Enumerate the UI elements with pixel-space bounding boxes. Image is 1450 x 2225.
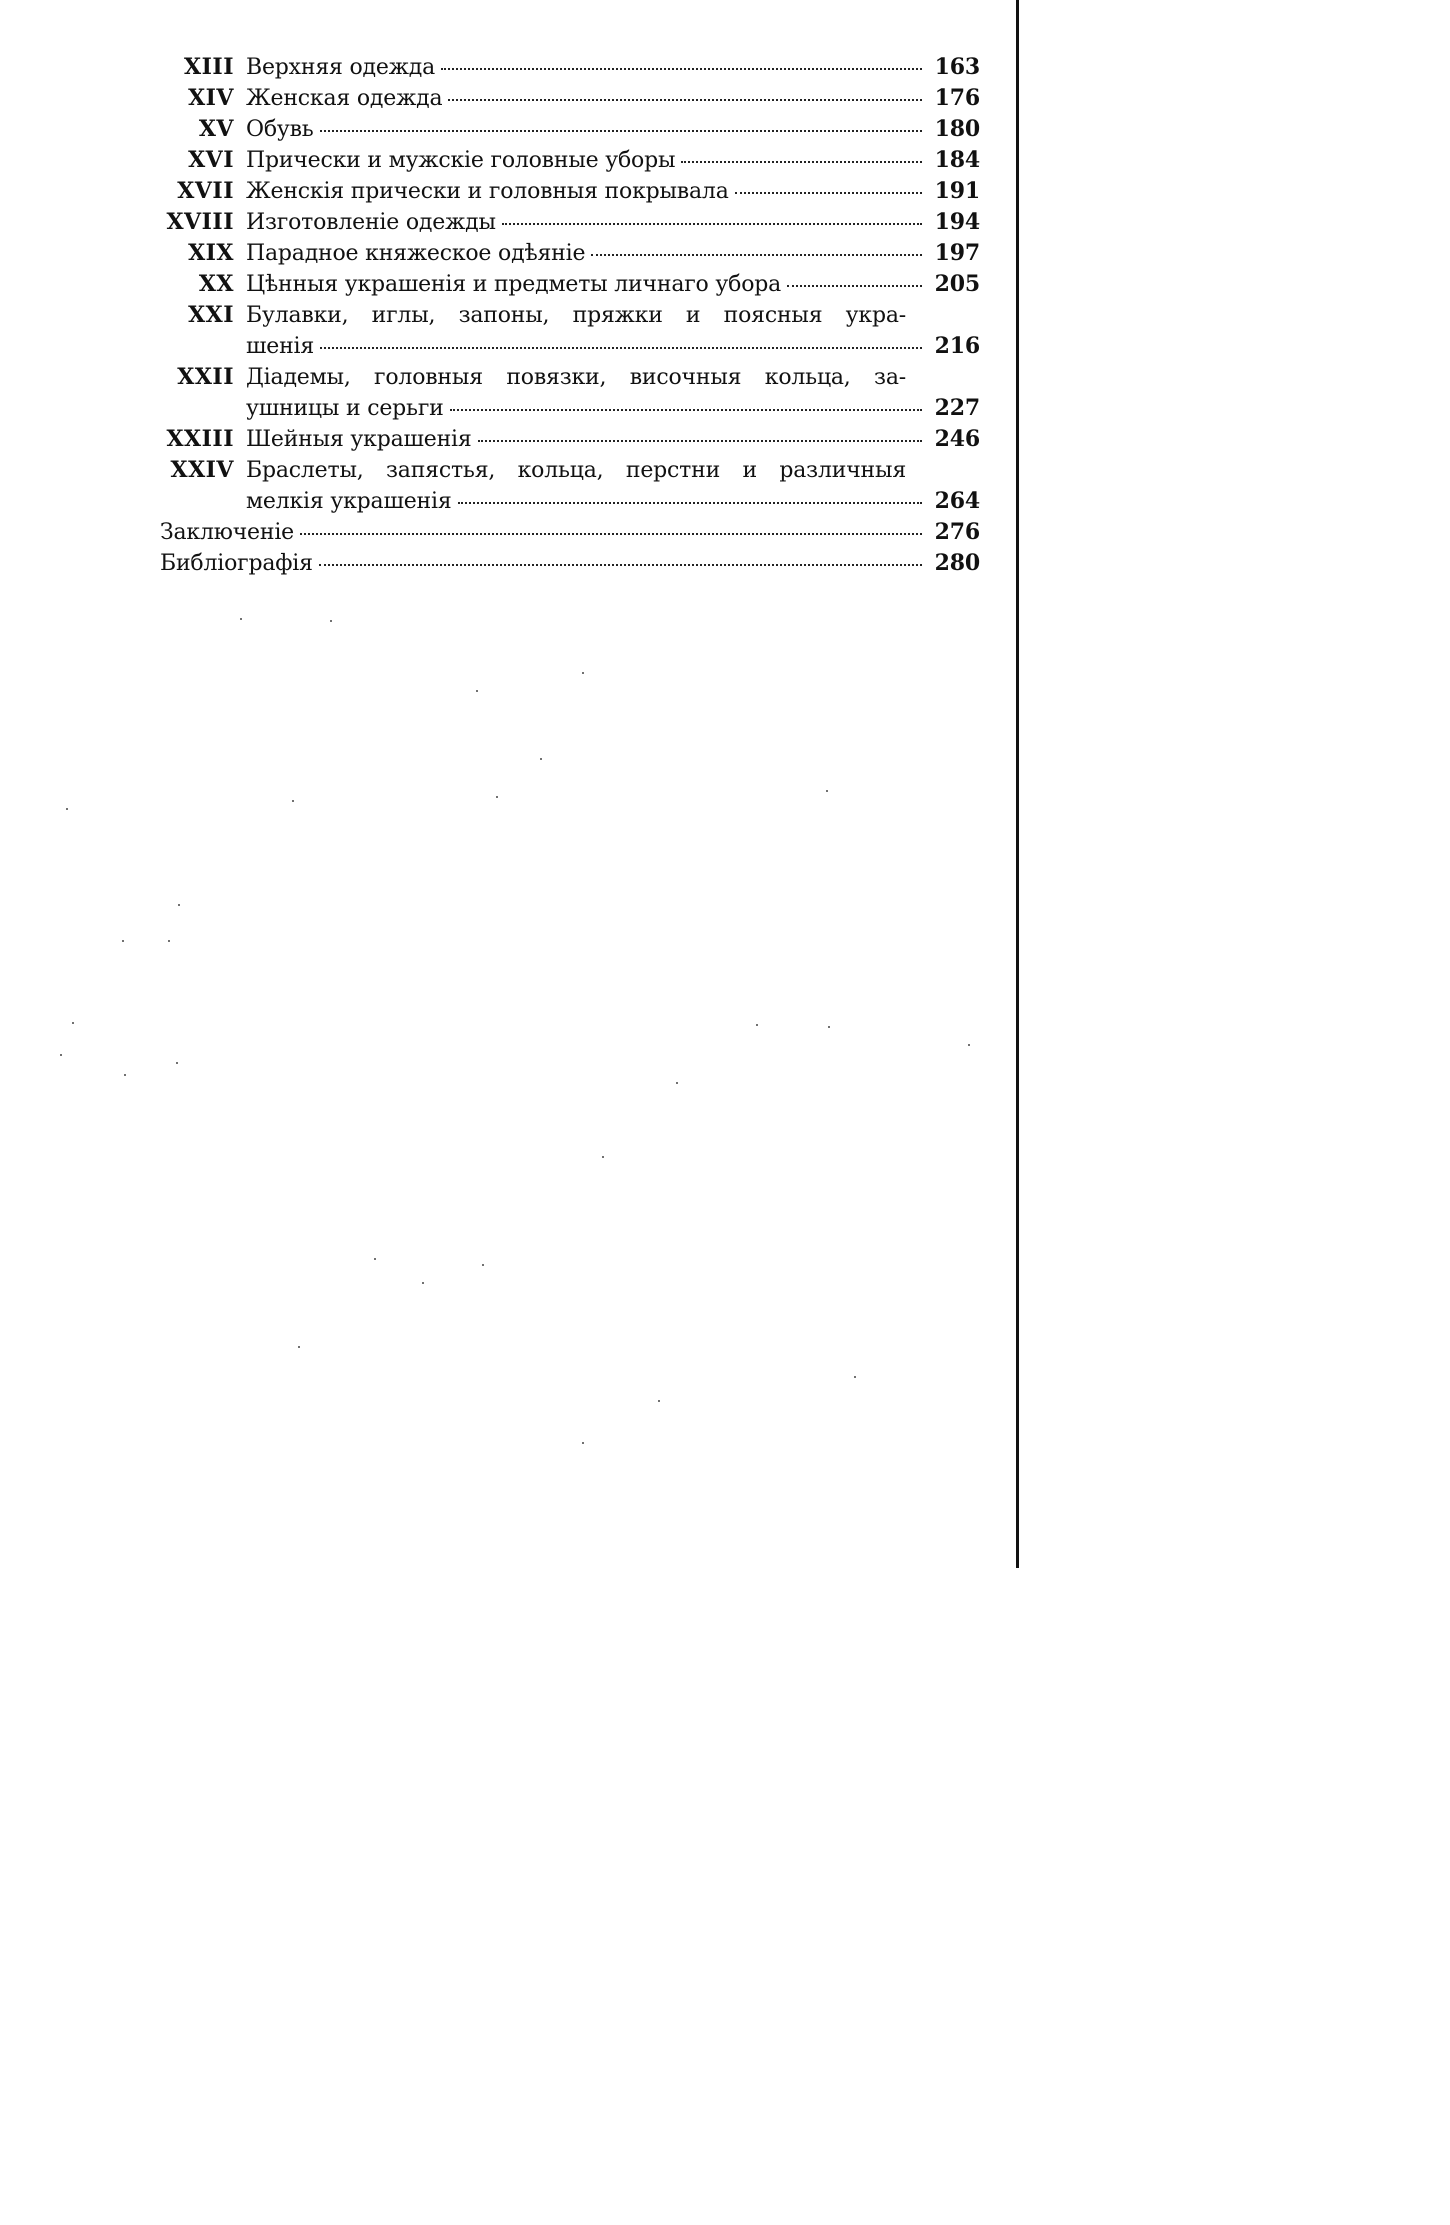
page-number: 216 — [934, 333, 980, 359]
chapter-title: Шейныя украшенія — [246, 427, 472, 452]
scan-speck — [658, 1400, 660, 1402]
scan-speck — [122, 940, 124, 942]
chapter-title: Изготовленіе одежды — [246, 210, 496, 235]
toc-entry — [160, 114, 980, 145]
chapter-number: XXI — [188, 302, 234, 328]
page-number: 264 — [934, 488, 980, 514]
dot-leader — [319, 556, 922, 566]
chapter-number: XXIII — [166, 426, 234, 452]
dot-leader — [591, 246, 922, 256]
toc-entry-bibliography — [160, 548, 980, 579]
chapter-number: XXII — [177, 364, 234, 390]
scan-speck — [828, 1026, 830, 1028]
scan-speck — [66, 808, 68, 810]
dot-leader — [441, 60, 922, 70]
chapter-number: XIV — [188, 85, 234, 111]
scan-speck — [178, 904, 180, 906]
chapter-title: Верхняя одежда — [246, 55, 436, 80]
dot-leader — [502, 215, 922, 225]
toc-entry — [160, 207, 980, 238]
scan-speck — [168, 940, 170, 942]
chapter-title: Парадное княжеское одѣяніе — [246, 241, 586, 266]
scan-speck — [240, 618, 242, 620]
scan-speck — [482, 1264, 484, 1266]
scan-speck — [476, 690, 478, 692]
page-number: 227 — [934, 395, 980, 421]
chapter-number: XIII — [184, 54, 234, 80]
scan-speck — [968, 1044, 970, 1046]
dot-leader — [787, 277, 922, 287]
chapter-number: XXIV — [170, 457, 234, 483]
page-number: 194 — [934, 209, 980, 235]
dot-leader — [300, 525, 922, 535]
book-page — [0, 0, 1022, 1568]
chapter-title: Женская одежда — [246, 86, 443, 111]
scan-speck — [176, 1062, 178, 1064]
dot-leader — [735, 184, 922, 194]
toc-entry — [160, 362, 980, 424]
scan-speck — [854, 1376, 856, 1378]
scan-speck — [298, 1346, 300, 1348]
toc-entry — [160, 300, 980, 362]
toc-entry — [160, 83, 980, 114]
scan-speck — [330, 620, 332, 622]
dot-leader — [448, 91, 922, 101]
chapter-number: XV — [198, 116, 234, 142]
section-title: Заключеніе — [160, 520, 294, 545]
page-number: 163 — [934, 54, 980, 80]
dot-leader — [458, 494, 922, 504]
page-number: 176 — [934, 85, 980, 111]
scan-speck — [292, 800, 294, 802]
chapter-number: XVII — [177, 178, 234, 204]
scan-speck — [582, 672, 584, 674]
scan-speck — [826, 790, 828, 792]
scan-speck — [374, 1258, 376, 1260]
table-of-contents — [160, 52, 980, 579]
page-number: 184 — [934, 147, 980, 173]
scan-speck — [72, 1022, 74, 1024]
page-number: 246 — [934, 426, 980, 452]
chapter-number: XIX — [188, 240, 234, 266]
toc-entry — [160, 145, 980, 176]
page-number: 205 — [934, 271, 980, 297]
dot-leader — [478, 432, 922, 442]
dot-leader — [450, 401, 922, 411]
toc-entry — [160, 269, 980, 300]
toc-entry — [160, 455, 980, 517]
toc-entry — [160, 238, 980, 269]
page-number: 197 — [934, 240, 980, 266]
chapter-title-line-2: ушницы и серьги — [246, 396, 444, 421]
chapter-title: Женскія прически и головныя покрывала — [246, 179, 729, 204]
chapter-title-line-2: мелкія украшенія — [246, 489, 452, 514]
page-number: 276 — [934, 519, 980, 545]
section-title: Библіографія — [160, 551, 313, 576]
scan-speck — [582, 1442, 584, 1444]
scan-speck — [422, 1282, 424, 1284]
chapter-title-line-1: Діадемы, головныя повязки, височныя кольца, за- — [246, 365, 906, 390]
chapter-title-line-1: Булавки, иглы, запоны, пряжки и поясныя укра- — [246, 303, 906, 328]
toc-entry — [160, 176, 980, 207]
toc-entry — [160, 52, 980, 83]
scan-speck — [602, 1156, 604, 1158]
chapter-number: XVI — [188, 147, 234, 173]
page-number: 180 — [934, 116, 980, 142]
scan-speck — [540, 758, 542, 760]
scan-speck — [496, 796, 498, 798]
chapter-title-line-1: Браслеты, запястья, кольца, перстни и различныя — [246, 458, 906, 483]
chapter-number: XVIII — [166, 209, 234, 235]
scan-speck — [756, 1024, 758, 1026]
toc-entry — [160, 424, 980, 455]
page-number: 191 — [934, 178, 980, 204]
scan-speck — [676, 1082, 678, 1084]
chapter-title: Прически и мужскіе головные уборы — [246, 148, 676, 173]
chapter-title-line-2: шенія — [246, 334, 315, 359]
chapter-title: Цѣнныя украшенія и предметы личнаго убора — [246, 272, 782, 297]
page-edge — [1016, 0, 1019, 1568]
page-number: 280 — [934, 550, 980, 576]
chapter-number: XX — [198, 271, 234, 297]
dot-leader — [320, 339, 922, 349]
scan-speck — [60, 1054, 62, 1056]
chapter-title: Обувь — [246, 117, 314, 142]
dot-leader — [320, 122, 922, 132]
dot-leader — [681, 153, 922, 163]
toc-entry-conclusion — [160, 517, 980, 548]
scan-speck — [124, 1074, 126, 1076]
